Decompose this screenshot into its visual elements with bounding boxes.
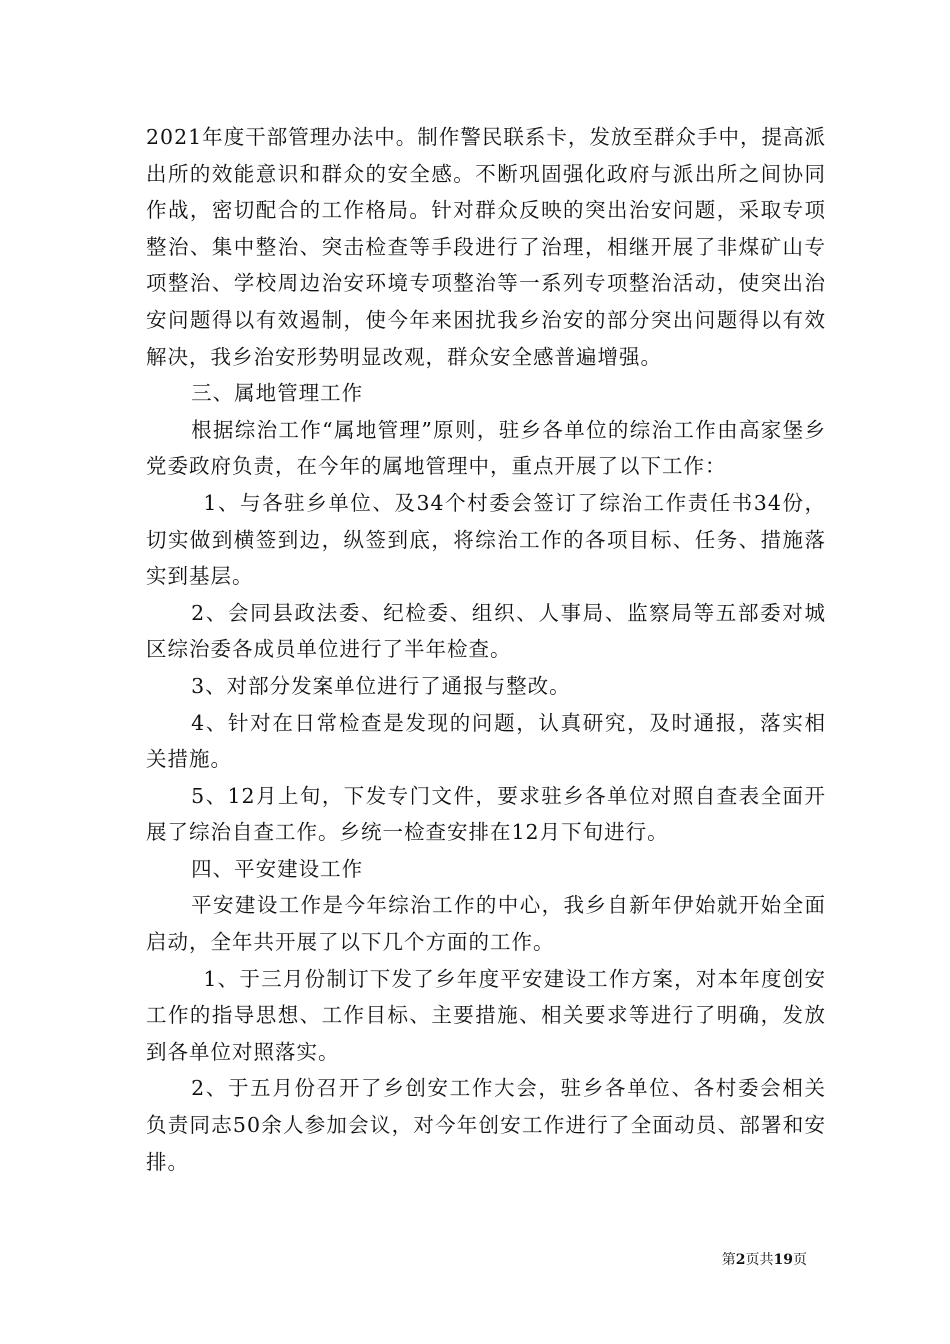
paragraph-continuation: 2021年度干部管理办法中。制作警民联系卡，发放至群众手中，提高派出所的效能意识和群众的安全感。不断巩固强化政府与派出所之间协同作战，密切配合的工作格局。针对群众反映的突出治安问题，采取专项整治、集中整治、突击检查等手段进行了治理，相继开展了非煤矿山专项整治、学校周边治安环境专项整治等一系列专项整治活动，使突出治安问题得以有效遏制，使今年来困扰我乡治安的部分突出问题得以有效解决，我乡治安形势明显改观，群众安全感普遍增强。 [146, 125, 826, 369]
section-heading-4: 四、平安建设工作 [191, 856, 364, 881]
paragraph-safety-construction: 平安建设工作是今年综治工作的中心，我乡自新年伊始就开始全面启动，全年共开展了以下几个方面的工作。 [146, 893, 826, 955]
list-item-3-4: 4、针对在日常检查是发现的问题，认真研究，及时通报，落实相关措施。 [146, 710, 826, 772]
footer-suffix: 页 [793, 1252, 807, 1268]
footer-prefix: 第 [721, 1252, 736, 1268]
list-item-3-1: 1、与各驻乡单位、及34个村委会签订了综治工作责任书34份，切实做到横签到边，纵签到底，将综治工作的各项目标、任务、措施落实到基层。 [146, 490, 826, 589]
page-footer [0, 1249, 807, 1269]
footer-page-number: 2 [735, 1252, 746, 1268]
footer-middle: 页共 [745, 1252, 774, 1268]
list-item-3-5: 5、12月上旬，下发专门文件，要求驻乡各单位对照自查表全面开展了综治自查工作。乡统一检查安排在12月下旬进行。 [146, 783, 826, 845]
list-item-4-1: 1、于三月份制订下发了乡年度平安建设工作方案，对本年度创安工作的指导思想、工作目标、主要措施、相关要求等进行了明确，发放到各单位对照落实。 [146, 966, 826, 1064]
list-item-4-2: 2、于五月份召开了乡创安工作大会，驻乡各单位、各村委会相关负责同志50余人参加会议，对今年创安工作进行了全面动员、部署和安排。 [146, 1076, 826, 1174]
list-item-3-2: 2、会同县政法委、纪检委、组织、人事局、监察局等五部委对城区综治委各成员单位进行了半年检查。 [146, 600, 826, 662]
footer-total-pages: 19 [773, 1252, 793, 1268]
list-item-3-3: 3、对部分发案单位进行了通报与整改。 [191, 673, 571, 698]
paragraph-territorial-principle: 根据综治工作“属地管理”原则，驻乡各单位的综治工作由高家堡乡党委政府负责，在今年的属地管理中，重点开展了以下工作： [146, 417, 826, 479]
document-body [146, 119, 826, 1180]
section-heading-3: 三、属地管理工作 [191, 381, 364, 406]
